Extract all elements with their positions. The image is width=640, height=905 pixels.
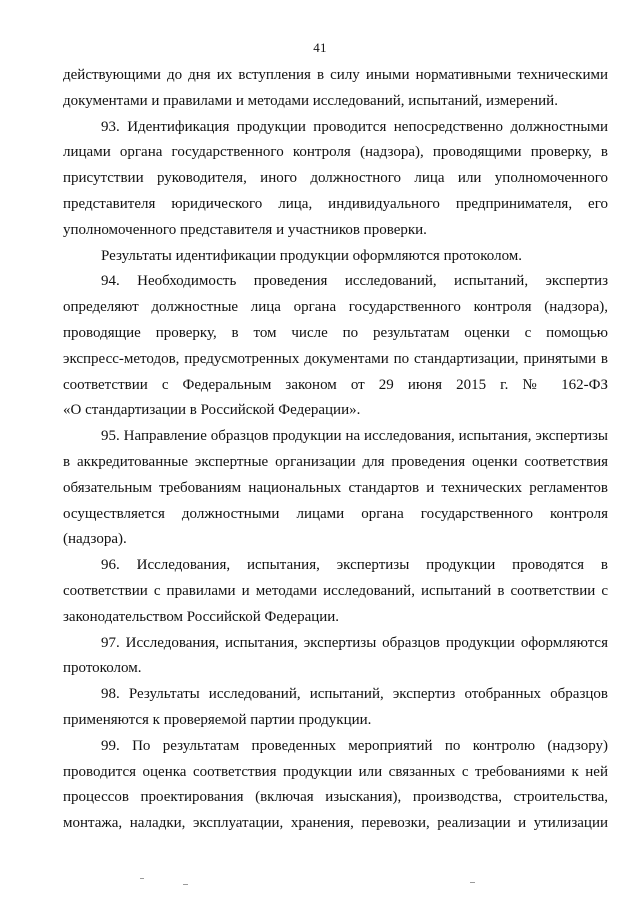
scan-mark <box>140 878 144 879</box>
paragraph-98-first-line: 98. Результаты исследований, испытаний, экспертиз отобранных образцов <box>101 686 608 703</box>
text-line: законодательством Российской Федерации. <box>63 608 340 625</box>
text-line: проводящие проверку, в том числе по результатам оценки с помощью <box>63 324 608 341</box>
text-line: соответствии с правилами и методами исследований, испытаний в соответствии с <box>63 582 608 599</box>
results-paragraph: Результаты идентификации продукции оформляются протоколом. <box>101 247 523 264</box>
body-text <box>63 63 608 837</box>
text-line: соответствии с Федеральным законом от 29 июня 2015 г. № 162-ФЗ <box>63 376 608 393</box>
text-line: определяют должностные лица органа государственного контроля (надзора), <box>63 299 608 316</box>
paragraph-96-first-line: 96. Исследования, испытания, экспертизы продукции проводятся в <box>101 557 608 574</box>
text-line: обязательным требованиям национальных стандартов и технических регламентов <box>63 479 608 496</box>
text-line: осуществляется должностными лицами органа государственного контроля <box>63 505 608 522</box>
text-line: представителя юридического лица, индивидуального предпринимателя, его <box>63 195 608 212</box>
text-line: (надзора). <box>63 531 127 548</box>
text-line: проводится оценка соответствия продукции или связанных с требованиями к ней <box>63 763 608 780</box>
scan-mark <box>183 884 188 885</box>
paragraph-95-first-line: 95. Направление образцов продукции на исследования, испытания, экспертизы <box>101 428 608 445</box>
text-line: протоколом. <box>63 660 142 677</box>
paragraph-99-first-line: 99. По результатам проведенных мероприятий по контролю (надзору) <box>101 737 608 754</box>
paragraph-93-first-line: 93. Идентификация продукции проводится непосредственно должностными <box>101 118 608 135</box>
text-line: лицами органа государственного контроля (надзора), проводящими проверку, в <box>63 144 608 161</box>
paragraph-94-first-line: 94. Необходимость проведения исследований, испытаний, экспертиз <box>101 273 608 290</box>
text-line: документами и правилами и методами исследований, испытаний, измерений. <box>63 92 558 109</box>
text-line: процессов проектирования (включая изыскания), производства, строительства, <box>63 789 608 806</box>
text-line: «О стандартизации в Российской Федерации». <box>63 402 361 419</box>
paragraph-97-first-line: 97. Исследования, испытания, экспертизы образцов продукции оформляются <box>101 634 608 651</box>
text-line: монтажа, наладки, эксплуатации, хранения, перевозки, реализации и утилизации <box>63 815 608 832</box>
text-line: применяются к проверяемой партии продукции. <box>63 711 372 728</box>
scan-mark <box>470 882 475 883</box>
page-number: 41 <box>313 40 327 55</box>
text-line: действующими до дня их вступления в силу иными нормативными техническими <box>63 67 608 83</box>
text-line: уполномоченного представителя и участников проверки. <box>63 221 427 238</box>
text-line: присутствии руководителя, иного должностного лица или уполномоченного <box>63 170 608 187</box>
text-line: в аккредитованные экспертные организации для проведения оценки соответствия <box>63 453 608 470</box>
text-line: экспресс-методов, предусмотренных документами по стандартизации, принятыми в <box>63 350 608 367</box>
